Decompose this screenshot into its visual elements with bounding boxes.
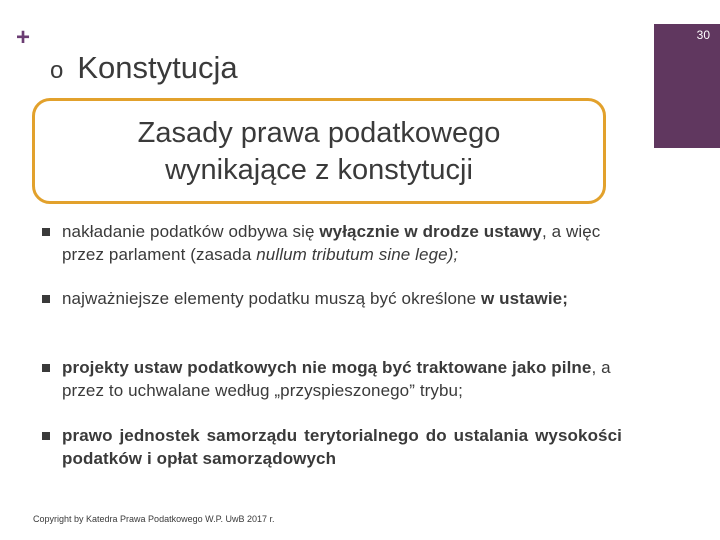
bullet-text-part: prawo jednostek samorządu terytorialnego do ustalania wysokości podatków i opłat samorządowych [62, 426, 622, 468]
bullet-square-icon [42, 432, 50, 440]
slide-title: Zasady prawa podatkowego wynikające z konstytucji [137, 117, 501, 186]
side-bar [654, 24, 720, 148]
bullet-text [62, 287, 622, 310]
bullet-square-icon [42, 295, 50, 303]
bullet-text-part: nakładanie podatków odbywa się [62, 222, 320, 241]
plus-icon: + [16, 24, 31, 51]
subtitle-row [50, 50, 238, 86]
subtitle: Konstytucja [77, 50, 238, 85]
bullet-item [40, 220, 622, 266]
bullet-text [62, 220, 622, 266]
bullet-text [62, 356, 622, 402]
bullet-item [40, 287, 622, 310]
bullet-text-part: , a więc przez parlament (zasada [62, 222, 601, 264]
bullet-text-part: nullum tributum sine lege); [256, 245, 459, 264]
bullet-text [62, 424, 622, 470]
copyright: Copyright by Katedra Prawa Podatkowego W.P. UwB 2017 r. [33, 514, 275, 524]
title-box [32, 98, 606, 204]
bullet-text-part: najważniejsze elementy podatku muszą być określone [62, 289, 481, 308]
bullet-text-part: projekty ustaw podatkowych nie mogą być traktowane jako pilne [62, 358, 592, 377]
bullet-text-part: , a przez to uchwalane według „przyspieszonego” trybu; [62, 358, 611, 400]
bullet-square-icon [42, 364, 50, 372]
page-number: 30 [696, 28, 710, 42]
bullet-item [40, 424, 622, 470]
bullet-item [40, 356, 622, 402]
subtitle-bullet-icon: o [50, 57, 64, 84]
bullet-text-part: wyłącznie w drodze ustawy [319, 222, 542, 241]
bullet-square-icon [42, 228, 50, 236]
bullet-text-part: w ustawie; [481, 289, 568, 308]
